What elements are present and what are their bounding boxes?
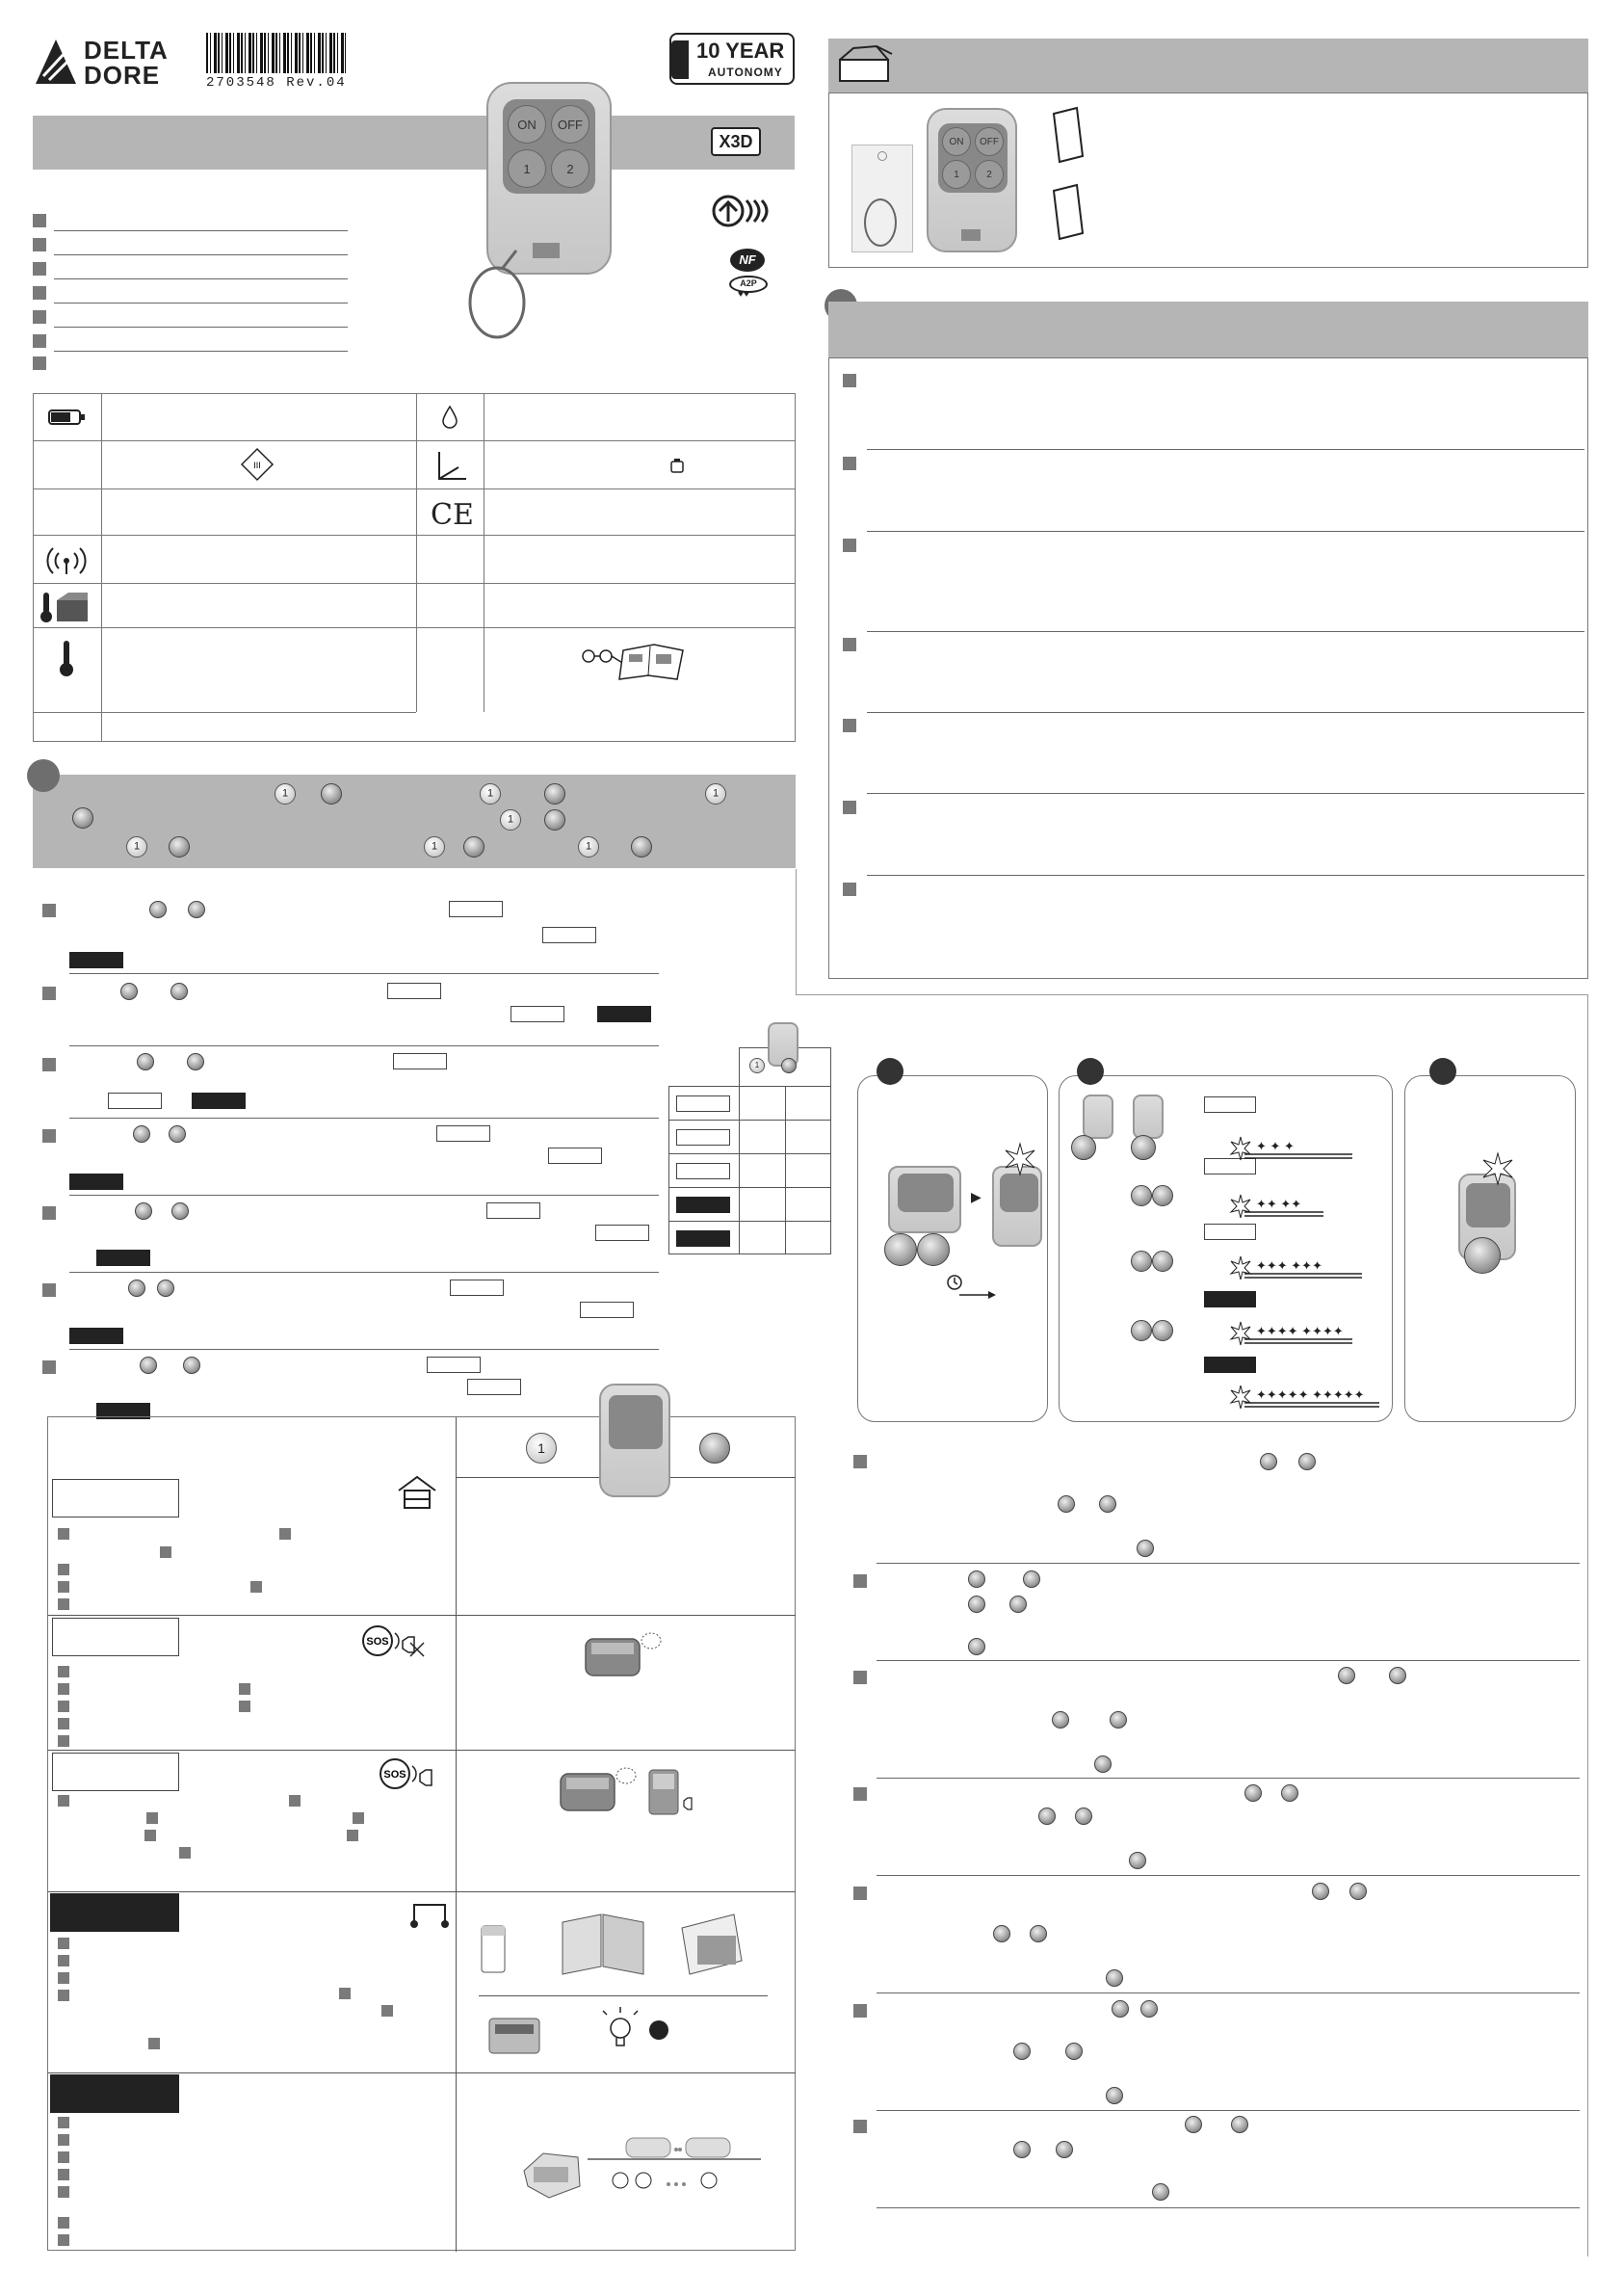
box-key-2: 2	[975, 160, 1004, 189]
panel-1-button-a	[884, 1233, 917, 1266]
svg-text:✦✦✦✦✦ ✦✦✦✦✦: ✦✦✦✦✦ ✦✦✦✦✦	[1256, 1387, 1365, 1402]
module-bulb-icons	[485, 2003, 774, 2061]
svg-text:✦✦✦ ✦✦✦: ✦✦✦ ✦✦✦	[1256, 1258, 1322, 1273]
siren-detector-icon	[559, 1764, 732, 1818]
off-key: OFF	[551, 105, 589, 144]
svg-text:✦✦ ✦✦: ✦✦ ✦✦	[1256, 1197, 1302, 1211]
read-manual-icon	[581, 641, 687, 683]
sos-siren-icon	[378, 1755, 435, 1793]
thermometer-box-icon	[39, 591, 90, 623]
led-flash-sequence	[1225, 1110, 1389, 1418]
ce-mark-icon: CE	[431, 498, 474, 532]
panel-1-remote-lit	[992, 1166, 1042, 1247]
barcode	[206, 33, 346, 73]
brand-logo	[34, 36, 178, 90]
weight-icon	[669, 458, 685, 473]
panel-3-button	[1464, 1237, 1501, 1274]
blind-light-icons	[520, 2119, 771, 2215]
autonomy-label: AUTONOMY	[708, 66, 783, 79]
battery-icon	[49, 409, 86, 426]
frame-line-3	[1587, 994, 1588, 2256]
flash-icon	[1004, 1143, 1036, 1175]
panel-3-marker	[1429, 1058, 1456, 1085]
section-marker	[27, 759, 60, 792]
x3d-badge: X3D	[711, 127, 761, 156]
siren-unit-icon	[584, 1629, 670, 1683]
function-table: 1 SOS SOS	[47, 1416, 796, 2251]
svg-text:III: III	[253, 461, 261, 470]
product-code: 2703548 Rev.04	[206, 75, 347, 91]
svg-text:SOS: SOS	[366, 1636, 389, 1648]
box-on-key: ON	[942, 127, 971, 156]
box-off-key: OFF	[975, 127, 1004, 156]
table-remote-illustration	[599, 1384, 670, 1497]
spec-table	[33, 393, 796, 742]
panel-1-arrow: ▶	[971, 1189, 982, 1204]
radio-wave-icon	[47, 546, 86, 575]
delta-dore-logo-icon	[34, 38, 78, 88]
brand-name-line2: DORE	[84, 61, 161, 90]
axes-icon	[433, 450, 470, 485]
box-remote-illustration	[927, 108, 1017, 252]
svg-text:✦ ✦ ✦: ✦ ✦ ✦	[1256, 1139, 1295, 1153]
sos-mute-icon	[360, 1622, 428, 1660]
a2p-stars: ♥♥	[738, 289, 749, 300]
open-box-icon	[834, 42, 896, 85]
home-icon	[397, 1475, 437, 1510]
drop-icon	[442, 406, 458, 429]
mode-matrix: 1	[668, 1047, 833, 1254]
title-bar	[33, 116, 795, 170]
warning-list	[828, 357, 1588, 979]
pairing-header	[33, 775, 796, 868]
box-contents-header	[828, 39, 1588, 92]
brand-name-line1: DELTA	[84, 36, 169, 65]
panel-1-button-b	[917, 1233, 950, 1266]
diamond-icon	[241, 448, 274, 481]
panel-1-remote	[888, 1166, 961, 1233]
thermometer-icon	[59, 639, 74, 677]
cert-logo-icon	[710, 193, 777, 229]
bag-illustration	[851, 145, 913, 252]
svg-text:SOS: SOS	[383, 1769, 406, 1781]
gate-icons	[476, 1907, 784, 1984]
svg-text:✦✦✦✦ ✦✦✦✦: ✦✦✦✦ ✦✦✦✦	[1256, 1324, 1344, 1338]
manual-icon	[1050, 106, 1088, 164]
warning-header	[828, 302, 1588, 357]
switch-icon	[408, 1901, 451, 1930]
panel-1-marker	[877, 1058, 903, 1085]
frame-line	[796, 869, 798, 994]
frame-line-2	[796, 994, 1587, 995]
keyring-icon	[464, 243, 541, 349]
box-key-1: 1	[942, 160, 971, 189]
a2p-logo: A2P	[729, 276, 768, 293]
panel-2-marker	[1077, 1058, 1104, 1085]
manual-icon-2	[1050, 183, 1088, 241]
key-1: 1	[508, 149, 546, 188]
autonomy-badge	[669, 33, 795, 85]
autonomy-years: 10 YEAR	[696, 39, 785, 63]
nf-logo: NF	[730, 249, 765, 272]
on-key: ON	[508, 105, 546, 144]
key-2: 2	[551, 149, 589, 188]
timer-icon	[946, 1274, 1004, 1303]
panel-3-flash-icon	[1481, 1152, 1514, 1185]
